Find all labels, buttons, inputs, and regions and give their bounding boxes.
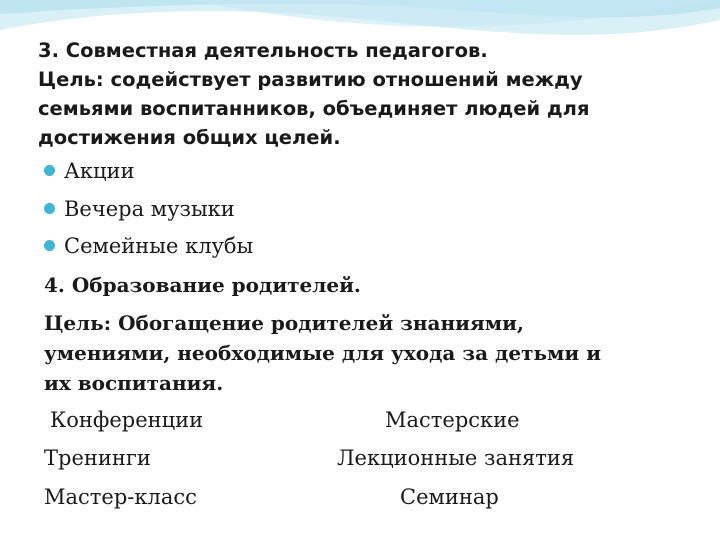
bullet-item	[44, 156, 135, 186]
form-item-left: Конференции	[50, 408, 204, 432]
section4-goal-line: их воспитания.	[44, 371, 224, 395]
section3-heading	[38, 36, 678, 152]
bullet-dot-icon	[44, 203, 55, 214]
section4-goal-line: умениями, необходимые для ухода за детьми и	[44, 341, 602, 365]
bullet-dot-icon	[44, 240, 55, 251]
section4-goal-line: Цель: Обогащение родителей знаниями,	[44, 311, 524, 335]
section4-title: 4. Образование родителей.	[44, 273, 361, 297]
section3-goal-line: семьями воспитанников, объединяет людей для	[38, 97, 590, 120]
form-item-left: Тренинги	[44, 446, 151, 470]
form-item-right: Лекционные занятия	[337, 446, 575, 470]
bullet-dot-icon	[44, 165, 55, 176]
bullet-item	[44, 194, 235, 224]
form-item-right: Семинар	[400, 485, 499, 509]
section3-goal-line: достижения общих целей.	[38, 126, 341, 149]
form-item-right: Мастерские	[385, 408, 520, 432]
bullet-label: Вечера музыки	[64, 197, 235, 221]
bullet-item	[44, 231, 253, 261]
section3-goal-line: Цель: содействует развитию отношений между	[38, 68, 583, 91]
bullet-label: Семейные клубы	[64, 234, 254, 258]
form-item-left: Мастер-класс	[44, 485, 197, 509]
bullet-label: Акции	[64, 159, 135, 183]
section3-title: 3. Совместная деятельность педагогов.	[38, 39, 488, 62]
